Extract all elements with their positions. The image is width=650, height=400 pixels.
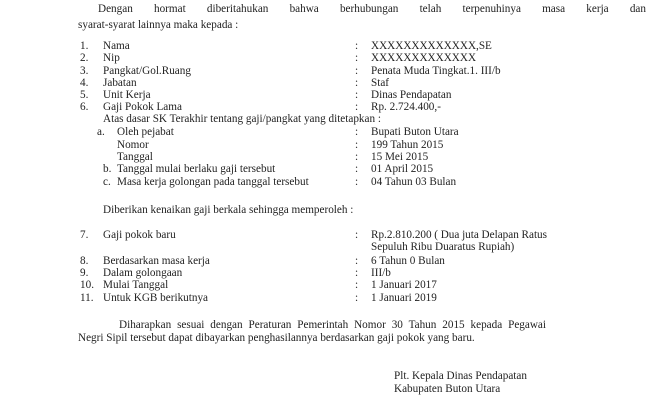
field-value: XXXXXXXXXXXXX,SE xyxy=(371,40,492,52)
field-value: Dinas Pendapatan xyxy=(371,89,452,101)
field-label: Berdasarkan masa kerja xyxy=(103,255,210,267)
closing-line-1: Diharapkan sesuai dengan Peraturan Pemerintah Nomor 30 Tahun 2015 kepada Pegawai xyxy=(119,319,546,331)
sk-a-label: Oleh pejabat xyxy=(117,126,174,138)
field-label: Pangkat/Gol.Ruang xyxy=(103,65,191,77)
field-number: 2. xyxy=(80,52,89,64)
sk-b-letter: b. xyxy=(103,163,112,175)
diberikan-line: Diberikan kenaikan gaji berkala sehingga memperoleh : xyxy=(103,204,354,216)
sk-a-letter: a. xyxy=(97,126,105,138)
field-colon: : xyxy=(355,77,359,89)
field-value: XXXXXXXXXXXXX xyxy=(371,52,477,64)
sk-c-label: Masa kerja golongan pada tanggal tersebut xyxy=(117,176,309,188)
field-label: Nama xyxy=(103,40,130,52)
field-number: 4. xyxy=(80,77,89,89)
sk-a-colon: : xyxy=(355,126,359,138)
sk-nomor-colon: : xyxy=(355,139,359,151)
field-label: Gaji pokok baru xyxy=(103,229,176,241)
sk-c-letter: c. xyxy=(103,176,111,188)
field-colon: : xyxy=(355,292,359,304)
field-value: Penata Muda Tingkat.1. III/b xyxy=(371,65,501,77)
field-label: Jabatan xyxy=(103,77,137,89)
field-label: Dalam golongaan xyxy=(103,267,183,279)
field-colon: : xyxy=(355,267,359,279)
field-value: 6 Tahun 0 Bulan xyxy=(371,255,445,267)
field-value: Rp.2.810.200 ( Dua juta Delapan Ratus xyxy=(371,229,547,241)
field-value: III/b xyxy=(371,267,391,279)
field-number: 9. xyxy=(80,267,89,279)
field-label: Mulai Tanggal xyxy=(103,279,169,291)
sk-nomor-value: 199 Tahun 2015 xyxy=(371,139,444,151)
sk-c-colon: : xyxy=(355,176,359,188)
sk-b-value: 01 April 2015 xyxy=(371,163,434,175)
field-label: Nip xyxy=(103,52,120,64)
field-number: 1. xyxy=(80,40,89,52)
field-number: 10. xyxy=(80,279,94,291)
field-value: 1 Januari 2017 xyxy=(371,279,437,291)
field-value: 1 Januari 2019 xyxy=(371,292,437,304)
field-colon: : xyxy=(355,65,359,77)
sk-b-colon: : xyxy=(355,163,359,175)
signature-title: Plt. Kepala Dinas Pendapatan xyxy=(394,370,527,382)
field-value-continued: Sepuluh Ribu Duaratus Rupiah) xyxy=(371,241,515,253)
field-colon: : xyxy=(355,279,359,291)
signature-region: Kabupaten Buton Utara xyxy=(394,383,501,395)
field-number: 11. xyxy=(80,292,94,304)
intro-line-2: syarat-syarat lainnya maka kepada : xyxy=(78,19,239,31)
sk-heading: Atas dasar SK Terakhir tentang gaji/pangkat yang ditetapkan : xyxy=(103,113,381,125)
field-colon: : xyxy=(355,255,359,267)
sk-b-label: Tanggal mulai berlaku gaji tersebut xyxy=(117,163,276,175)
field-colon: : xyxy=(355,89,359,101)
field-number: 3. xyxy=(80,65,89,77)
field-colon: : xyxy=(355,229,359,241)
field-number: 6. xyxy=(80,101,89,113)
field-label: Gaji Pokok Lama xyxy=(103,101,182,113)
field-number: 5. xyxy=(80,89,89,101)
sk-tanggal-label: Tanggal xyxy=(117,151,153,163)
sk-tanggal-colon: : xyxy=(355,151,359,163)
sk-a-value: Bupati Buton Utara xyxy=(371,126,459,138)
field-label: Unit Kerja xyxy=(103,89,151,101)
intro-line-1: Dengan hormat diberitahukan bahwa berhubungan telah terpenuhinya masa kerja dan xyxy=(98,3,646,15)
sk-tanggal-value: 15 Mei 2015 xyxy=(371,151,429,163)
sk-c-value: 04 Tahun 03 Bulan xyxy=(371,176,457,188)
field-number: 8. xyxy=(80,255,89,267)
field-colon: : xyxy=(355,40,359,52)
field-colon: : xyxy=(355,101,359,113)
field-label: Untuk KGB berikutnya xyxy=(103,292,209,304)
sk-nomor-label: Nomor xyxy=(117,139,149,151)
closing-line-2: Negri Sipil tersebut dapat dibayarkan penghasilannya berdasarkan gaji pokok yang baru. xyxy=(78,332,475,344)
field-value: Rp. 2.724.400,- xyxy=(371,101,441,113)
field-colon: : xyxy=(355,52,359,64)
field-number: 7. xyxy=(80,229,89,241)
field-value: Staf xyxy=(371,77,390,89)
